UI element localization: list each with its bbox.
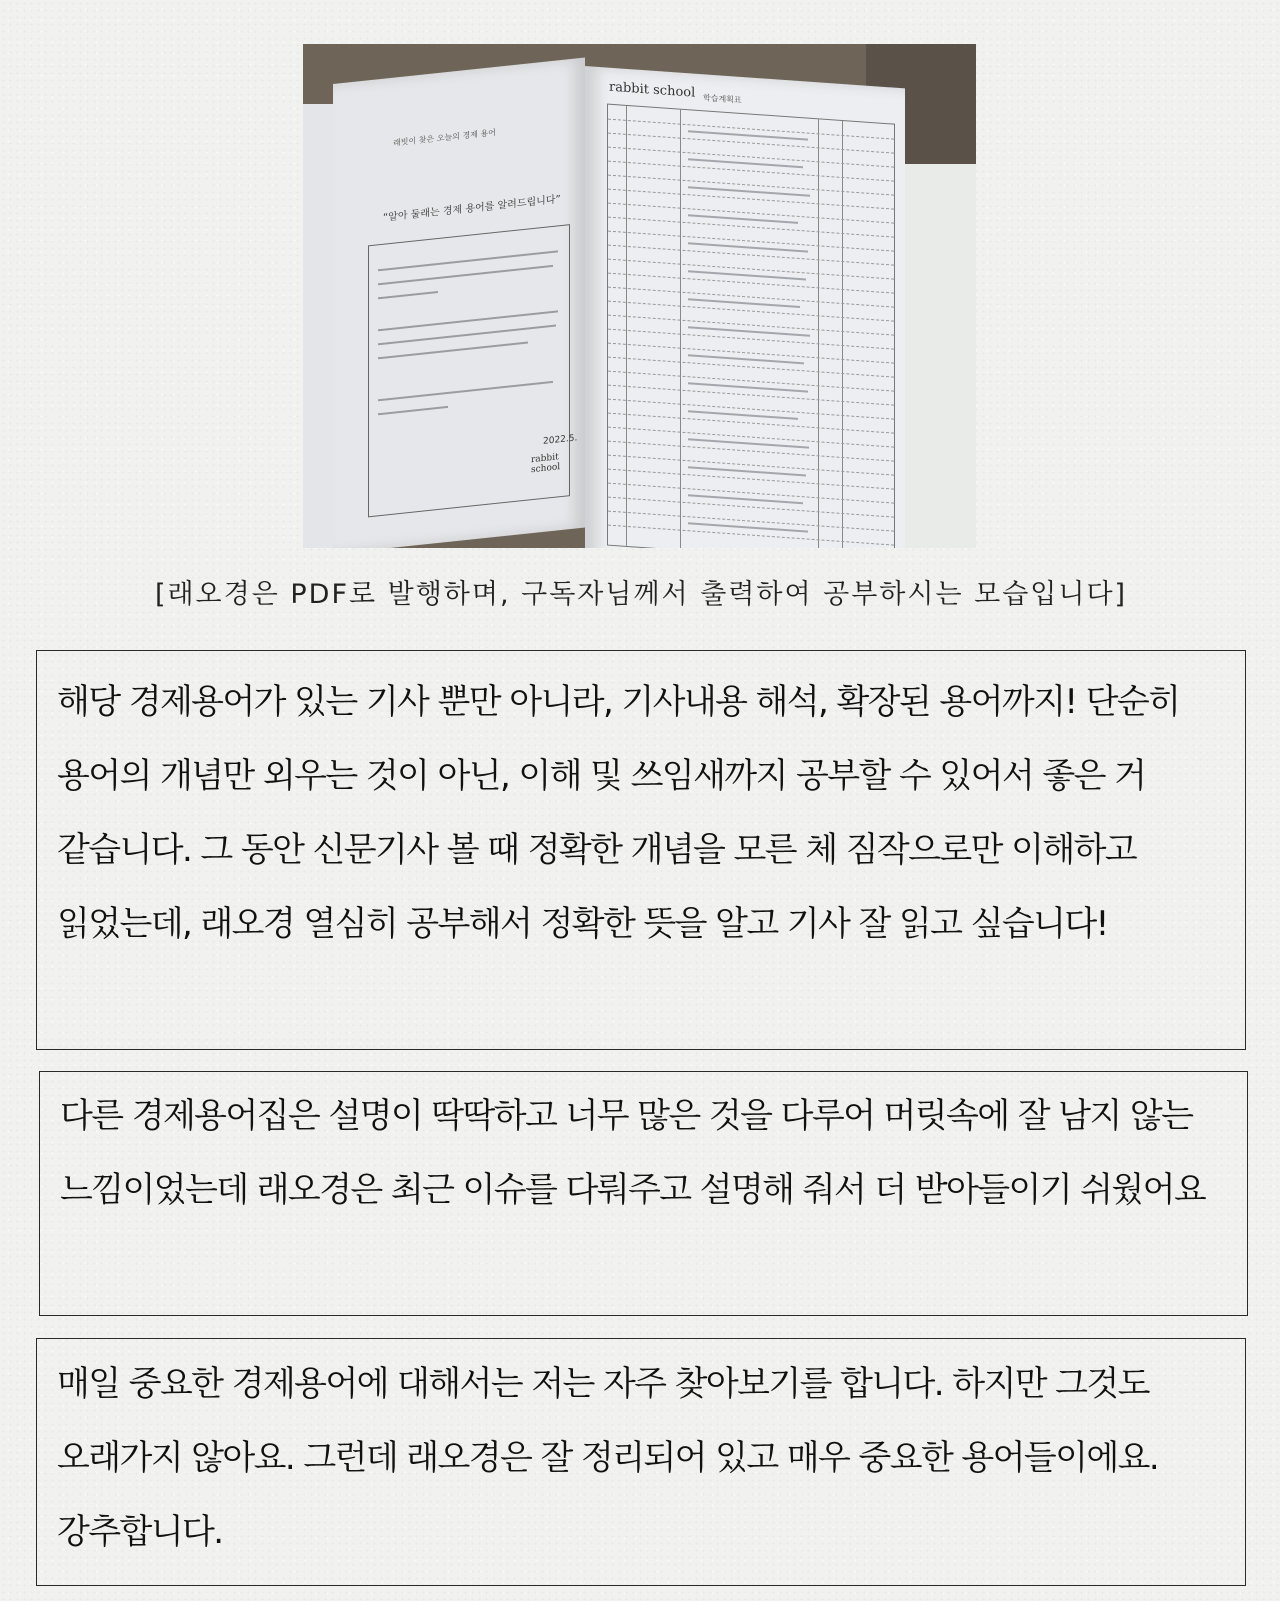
review-box-1	[36, 650, 1246, 1050]
book-left-header: 래빗이 찾은 오늘의 경제 용어	[393, 127, 496, 148]
book-photo	[303, 44, 976, 548]
book-left-signature: rabbit school	[531, 452, 561, 476]
review-box-3	[36, 1338, 1246, 1586]
review-box-2	[39, 1071, 1248, 1316]
book-right-page	[585, 66, 905, 548]
review-text: 해당 경제용어가 있는 기사 뿐만 아니라, 기사내용 해석, 확장된 용어까지! 단순히 용어의 개념만 외우는 것이 아닌, 이해 및 쓰임새까지 공부할 수 있어서 좋은 거 같습니다. 그 동안 신문기사 볼 때 정확한 개념을 모른 체 짐작으로만 이해하고 읽었는데, 래오경 열심히 공부해서 정확한 뜻을 알고 기사 잘 읽고 싶습니다!	[57, 682, 1180, 944]
review-text: 다른 경제용어집은 설명이 딱딱하고 너무 많은 것을 다루어 머릿속에 잘 남지 않는 느낌이었는데 래오경은 최근 이슈를 다뤄주고 설명해 줘서 더 받아들이기 쉬웠어요	[60, 1096, 1206, 1210]
review-text: 매일 중요한 경제용어에 대해서는 저는 자주 찾아보기를 합니다. 하지만 그것도 오래가지 않아요. 그런데 래오경은 잘 정리되어 있고 매우 중요한 용어들이에요. 강추합니다.	[57, 1364, 1159, 1552]
book-right-title: rabbit school	[609, 79, 696, 101]
book-left-date: 2022.5.	[543, 433, 578, 447]
photo-caption: [래오경은 PDF로 발행하며, 구독자님께서 출력하여 공부하시는 모습입니다]	[154, 579, 1128, 610]
book-left-page	[333, 58, 585, 548]
book-right-subtitle: 학습계획표	[703, 93, 742, 105]
book-left-quote: “알아 둘래는 경제 용어를 알려드립니다”	[383, 194, 561, 224]
study-plan-table	[607, 104, 895, 548]
